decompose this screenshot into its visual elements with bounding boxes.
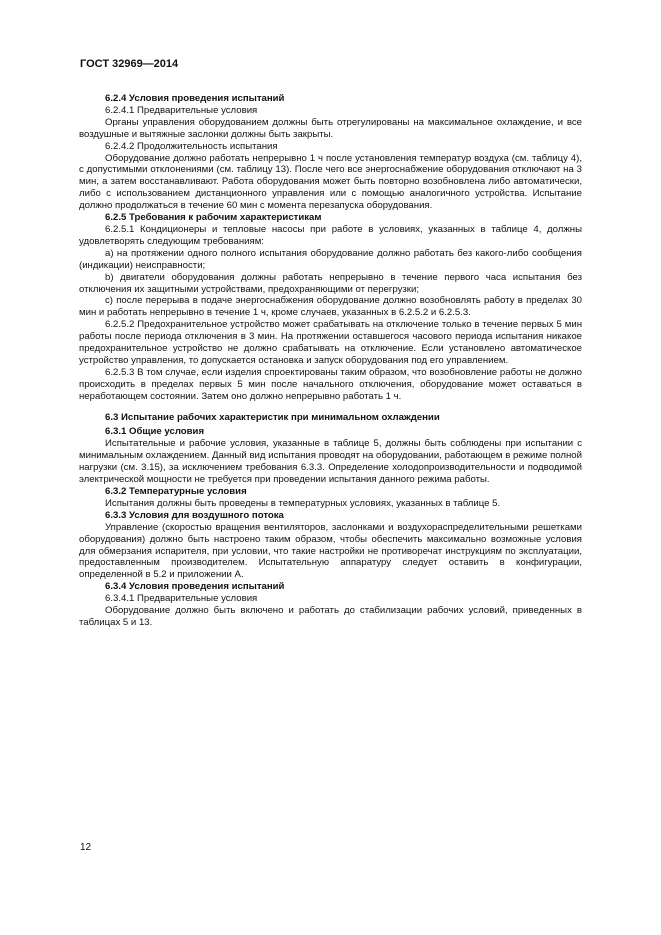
- document-header: ГОСТ 32969—2014: [80, 58, 179, 70]
- body-paragraph: Оборудование должно быть включено и работать до стабилизации рабочих условий, приведенных в таблицах 5 и 13.: [79, 605, 582, 628]
- body-paragraph: Органы управления оборудованием должны быть отрегулированы на максимальное охлаждение, и все воздушные и вытяжные заслонки должны быть закрыты.: [79, 116, 582, 140]
- body-paragraph: а) на протяжении одного полного испытания оборудование должно работать без какого-либо сообщения (индикации) неисправности;: [79, 247, 582, 271]
- body-paragraph: Оборудование должно работать непрерывно 1 ч после установления температур воздуха (см. таблицу 4), с допустимыми отклонениями (см. таблицу 13). После чего все энергоснабжение оборудования отключают на 3 мин, а затем восстанавливают. Работа оборудования может быть повторно возобновлена либо автоматически, либо с использованием дистанционного управления или с помощью аналогичного устройства. Испытание должно продолжаться в течение 60 мин с момента перезапуска оборудования.: [79, 152, 582, 212]
- body-paragraph: 6.2.5.1 Кондиционеры и тепловые насосы при работе в условиях, указанных в таблице 4, должны удовлетворять следующим требованиям:: [79, 223, 582, 247]
- page-number: 12: [80, 842, 92, 853]
- body-paragraph: Испытания должны быть проведены в температурных условиях, указанных в таблице 5.: [105, 497, 501, 509]
- body-paragraph: Испытательные и рабочие условия, указанные в таблице 5, должны быть соблюдены при испытании с минимальным охлаждением. Данный вид испытания проводят на оборудовании, работающем в режиме полной нагрузки (см. 3.15), за исключением требования 6.3.3. Определение холодопроизводительности и подводимой электрической мощности не требуется при проведении испытания данного режима работы.: [79, 438, 582, 486]
- section-heading: 6.3.4 Условия проведения испытаний: [105, 581, 285, 593]
- body-paragraph: Управление (скоростью вращения вентиляторов, заслонками и воздухораспределительными решетками оборудования) должно быть настроено таким образом, чтобы обеспечить максимально возможные условия для обмерзания испарителя, при условии, что такие настройки не противоречат инструкциям по эксплуатации, предоставленным производителем. Испытательную аппаратуру следует оставить в конфигурации, определенной в 5.2 и приложении А.: [79, 521, 582, 581]
- body-paragraph: 6.2.5.2 Предохранительное устройство может срабатывать на отключение только в течение первых 5 мин работы после периода отключения в 3 мин. На протяжении оставшегося часового периода испытания никакое предохранительное устройство не должно срабатывать на отключение. Если установлено автоматическое устройство управления, то допускается остановка и запуск оборудования под его управлением.: [79, 319, 582, 366]
- section-title: 6.3 Испытание рабочих характеристик при минимальном охлаждении: [105, 411, 440, 423]
- body-paragraph: 6.2.4.1 Предварительные условия: [105, 104, 258, 116]
- section-heading: 6.3.2 Температурные условия: [105, 486, 247, 497]
- section-heading: 6.3.3 Условия для воздушного потока: [105, 509, 284, 521]
- body-paragraph: с) после перерыва в подаче энергоснабжения оборудование должно возобновлять работу в пределах 30 мин и работать непрерывно в течение 1 ч, кроме случаев, указанных в 6.2.5.2 и 6.2.5.3.: [79, 295, 582, 319]
- body-paragraph: 6.2.4.2 Продолжительность испытания: [105, 140, 278, 152]
- section-heading: 6.2.4 Условия проведения испытаний: [105, 93, 285, 104]
- section-heading: 6.3.1 Общие условия: [105, 426, 205, 438]
- document-body: [79, 93, 582, 629]
- body-paragraph: b) двигатели оборудования должны работать непрерывно в течение первого часа испытания без отключения их защитными устройствами, предохраняющими от перегрузки;: [79, 271, 582, 295]
- section-heading: 6.2.5 Требования к рабочим характеристикам: [105, 212, 322, 224]
- body-paragraph: 6.2.5.3 В том случае, если изделия спроектированы таким образом, что возобновление работы не должно происходить в пределах первых 5 мин после начального отключения, оборудование может оставаться в неработающем состоянии. Затем оно должно непрерывно работать 1 ч.: [79, 366, 582, 402]
- body-paragraph: 6.3.4.1 Предварительные условия: [105, 593, 258, 605]
